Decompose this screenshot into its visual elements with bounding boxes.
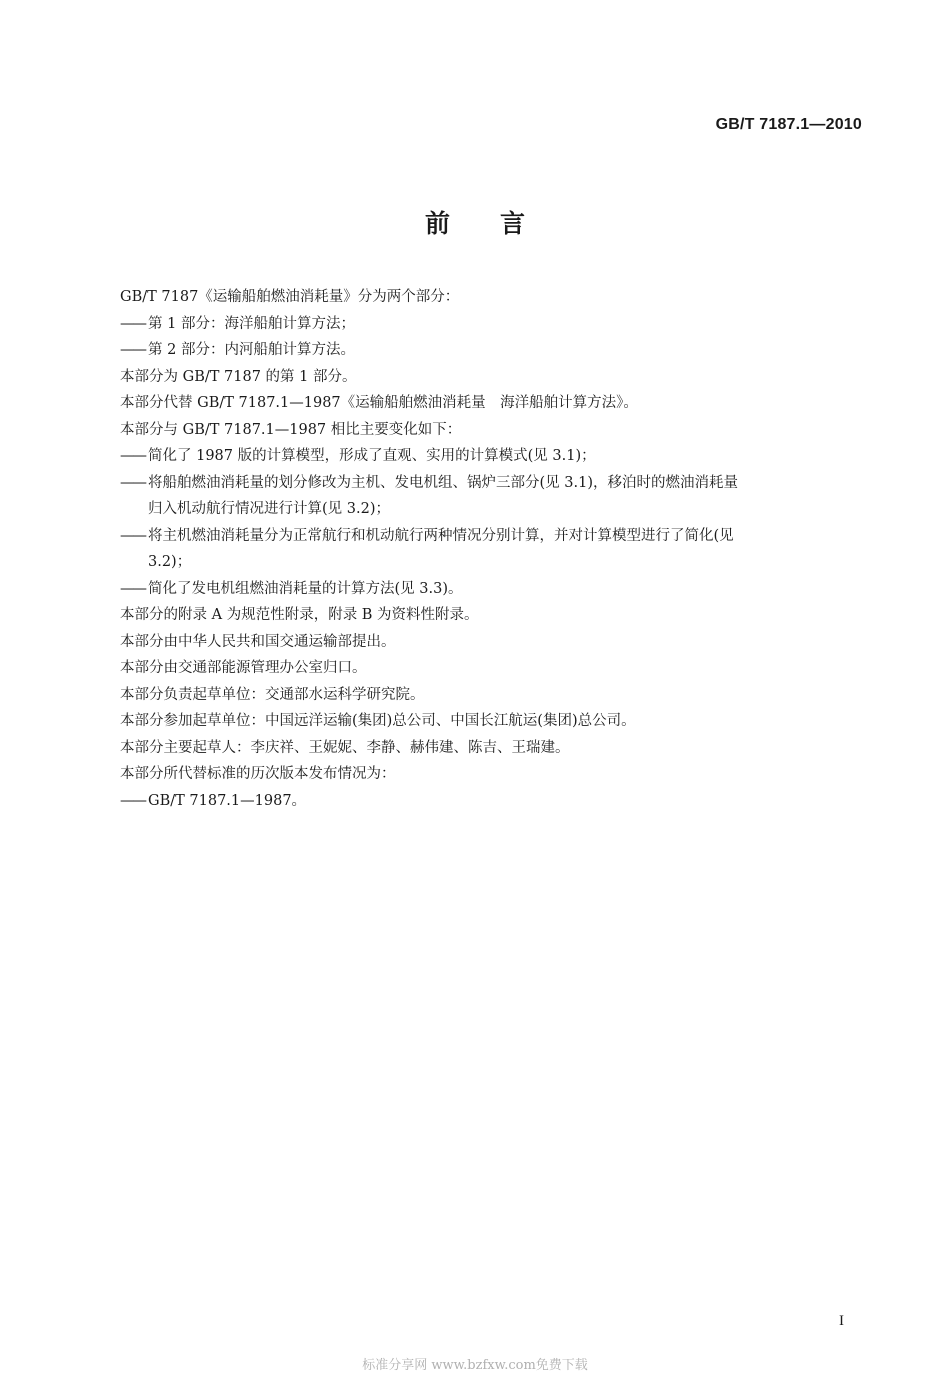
replaces-paragraph: 本部分代替 GB/T 7187.1—1987《运输船舶燃油消耗量 海洋船舶计算方法》。: [120, 395, 638, 411]
change-item-text-line-2: 3.2)；: [148, 554, 192, 570]
change-item-text: [148, 470, 865, 523]
history-paragraph: 本部分所代替标准的历次版本发布情况为：: [120, 766, 396, 782]
intro-paragraph: GB/T 7187《运输船舶燃油消耗量》分为两个部分：: [120, 289, 460, 305]
watermark-text: 标准分享网 www.bzfxw.com免费下载: [362, 1358, 588, 1373]
history-item-text: GB/T 7187.1—1987。: [148, 792, 307, 809]
change-item-3: [120, 523, 865, 576]
foreword-content: [120, 284, 865, 814]
title-char-2: 言: [500, 209, 526, 238]
drafters-paragraph: 本部分主要起草人：李庆祥、王妮妮、李静、赫伟建、陈吉、王瑞建。: [120, 739, 570, 756]
list-dash: ——: [120, 315, 145, 332]
part-item-1: [120, 311, 865, 338]
change-item-2: [120, 470, 865, 523]
list-dash: ——: [120, 527, 145, 544]
standard-code: GB/T 7187.1—2010: [715, 116, 862, 133]
part-item-2: [120, 337, 865, 364]
change-item-text-line-1: 将主机燃油消耗量分为正常航行和机动航行两种情况分别计算，并对计算模型进行了简化(见: [148, 527, 734, 544]
change-item-text: 简化了发电机组燃油消耗量的计算方法(见 3.3)。: [148, 580, 463, 597]
changes-intro-paragraph: 本部分与 GB/T 7187.1—1987 相比主要变化如下：: [120, 421, 462, 438]
change-item-text: 简化了 1987 版的计算模型，形成了直观、实用的计算模式(见 3.1)；: [148, 448, 596, 464]
list-dash: ——: [120, 792, 145, 809]
change-item-4: [120, 576, 865, 603]
history-item-1: [120, 788, 865, 815]
title-char-1: 前: [424, 209, 450, 238]
part-item-text: 第 2 部分：内河船舶计算方法。: [148, 342, 355, 358]
proposed-by-paragraph: 本部分由中华人民共和国交通运输部提出。: [120, 633, 396, 650]
page-title: [0, 204, 950, 240]
list-dash: ——: [120, 474, 145, 491]
change-item-text-line-1: 将船舶燃油消耗量的划分修改为主机、发电机组、锅炉三部分(见 3.1)，移泊时的燃油消耗量: [148, 474, 738, 491]
annex-paragraph: 本部分的附录 A 为规范性附录，附录 B 为资料性附录。: [120, 607, 479, 623]
participating-units-paragraph: 本部分参加起草单位：中国远洋运输(集团)总公司、中国长江航运(集团)总公司。: [120, 713, 636, 729]
this-part-paragraph: 本部分为 GB/T 7187 的第 1 部分。: [120, 368, 357, 385]
page-number: I: [839, 1313, 844, 1329]
list-dash: ——: [120, 580, 145, 597]
change-item-text: [148, 523, 865, 576]
change-item-1: [120, 443, 865, 470]
part-item-text: 第 1 部分：海洋船舶计算方法；: [148, 315, 355, 332]
centralized-by-paragraph: 本部分由交通部能源管理办公室归口。: [120, 660, 367, 676]
change-item-text-line-2: 归入机动航行情况进行计算(见 3.2)；: [148, 501, 390, 517]
drafting-unit-paragraph: 本部分负责起草单位：交通部水运科学研究院。: [120, 686, 425, 703]
list-dash: ——: [120, 342, 145, 358]
list-dash: ——: [120, 448, 145, 464]
